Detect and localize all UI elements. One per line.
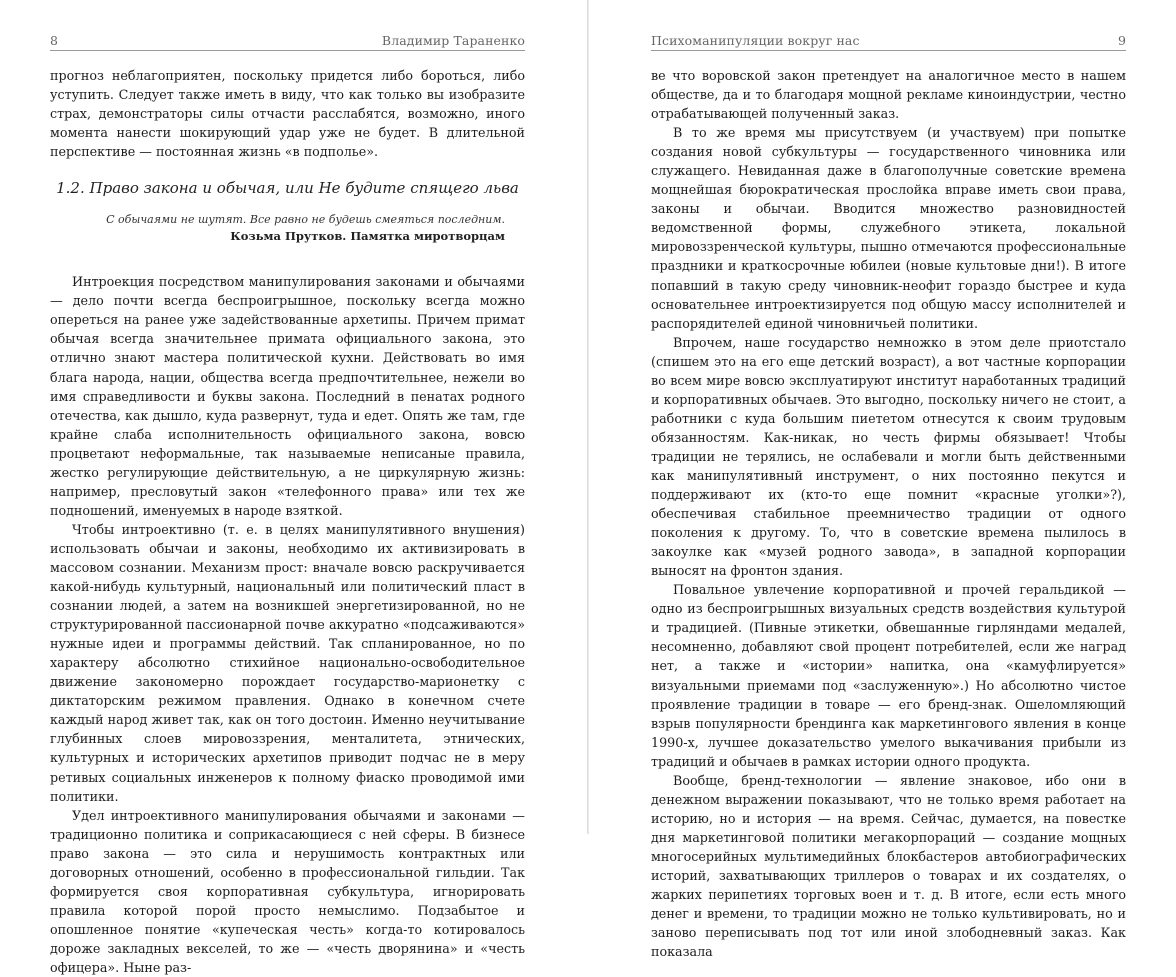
section-heading: 1.2. Право закона и обычая, или Не будите спящего льва [56,179,519,198]
left-running-head [50,28,525,51]
paragraph: В то же время мы присутствуем (и участвуем) при попытке создания новой субкультуры — государственного чиновника или служащего. Невиданная даже в благополучные советские времена мощнейшая бюрократическая прослойка вправе иметь свои права, законы и обычаи. Вводится множество разновидностей ведомственной формы, служебного этикета, локальной мировоззренческой культуры, пышно отмечаются профессиональные праздники и краткосрочные юбилеи (новые культовые дни!). В итоге попавший в такую среду чиновник-неофит гораздо быстрее и куда основательнее интроектизируется под общую массу исполнителей и распорядителей единой чиновничьей политики. [651,125,1126,331]
running-title-right: Психоманипуляции вокруг нас [651,33,860,48]
paragraph-continued: прогноз неблагоприятен, поскольку придется либо бороться, либо уступить. Следует также иметь в виду, что как только вы изобразите страх, демонстраторы силы отчасти расслабятся, возможно, иного момента нанести шокирующий удар уже не будет. В длительной перспективе — постоянная жизнь «в подполье». [50,68,525,160]
right-running-head [651,28,1126,51]
paragraph: Вообще, бренд-технологии — явление знаковое, ибо они в денежном выражении показывают, что не только время работает на историю, но и история — на время. Сейчас, думается, на повестке дня маркетинговой политики мегакорпораций — создание мощных многосерийных мультимедийных блокбастеров автобиографических историй, захватывающих триллеров о товарах и их создателях, о жарких перипетиях торговых воен и т. д. В итоге, если есть много денег и времени, то традиции можно не только культивировать, но и заново переписывать под тот или иной злободневный заказ. Как показала [651,772,1126,960]
left-page [0,0,588,975]
epigraph-author: Козьма Прутков. Памятка миротворцам [230,229,505,244]
paragraph: Повальное увлечение корпоративной и прочей геральдикой — одно из беспроигрышных визуальных средств воздействия культурой и традицией. (Пивные этикетки, обвешанные гирляндами медалей, несомненно, добавляют свой процент потребителей, если же наград нет, а также и «истории» напитка, она «камуфлируется» визуальными приемами под «заслуженную».) Но абсолютно чистое проявление традиции в товаре — его бренд-знак. Ошеломляющий взрыв популярности брендинга как маркетингового явления в конце 1990-х, лучшее доказательство умелого выкачивания прибыли из традиций и обычаев в рамках истории одного продукта. [651,582,1126,769]
page-number-right: 9 [1117,33,1126,48]
paragraph: Интроекция посредством манипулирования законами и обычаями — дело почти всегда беспроигрышное, поскольку всегда можно опереться на ранее уже задействованные архетипы. Причем примат обычая всегда значительнее примата официального закона, это отлично знают мастера политической кухни. Действовать во имя блага народа, нации, общества всегда предпочтительнее, нежели во имя справедливости и буквы закона. Последний в пенатах родного отечества, как дышло, куда развернут, туда и едет. Опять же там, где крайне слаба исполнительность официального закона, вовсю процветают неформальные, так называемые неписаные правила, жестко регулирующие действительную, а не циркулярную жизнь: например, пресловутый закон «телефонного права» или тех же подношений, именуемых в народе взяткой. [50,274,525,518]
paragraph: Удел интроективного манипулирования обычаями и законами — традиционно политика и соприкасающиеся с ней сферы. В бизнесе право закона — это сила и нерушимость контрактных или договорных отношений, особенно в профессиональной гильдии. Так формируется своя корпоративная субкультура, игнорировать правила которой порой просто немыслимо. Подзабытое и опошленное понятие «купеческая честь» когда-то котировалось дороже закладных векселей, то же — «честь дворянина» и «честь офицера». Ныне раз- [50,807,525,975]
epigraph-quote: С обычаями не шутят. Все равно не будешь смеяться последним. [106,213,505,227]
paragraph: Чтобы интроективно (т. е. в целях манипулятивного внушения) использовать обычаи и законы, необходимо их активизировать в массовом сознании. Механизм прост: вначале вовсю раскручивается какой-нибудь культурный, национальный или политический пласт в сознании людей, а затем на возникшей энергетизированной, но не структурированной пассионарной почве аккуратно «подсаживаются» нужные идеи и программы действий. Так спланированное, но по характеру абсолютно стихийное национально-освободительное движение закономерно порождает государство-марионетку с диктаторским режимом правления. Однако в конечном счете каждый народ живет так, как он того достоин. Именно неучитывание глубинных слоев мировоззрения, менталитета, этнических, культурных и исторических архетипов приводит подчас не в меру ретивых социальных инженеров к полному фиаско проводимой ими политики. [50,521,525,804]
paragraph: Впрочем, наше государство немножко в этом деле приотстало (спишем это на его еще детский возраст), а вот частные корпорации во всем мире вовсю эксплуатируют институт наработанных традиций и корпоративных обычаев. Это выгодно, поскольку ничего не стоит, а работники с куда большим пиететом отнесутся к своим трудовым обязанностям. Как-никак, но честь фирмы обязывает! Чтобы традиции не терялись, не ослабевали и могли быть действенными как манипулятивный инструмент, о них постоянно пекутся и поддерживают их (кто-то еще помнит «красные уголки»?), обеспечивая стабильное преемничество традиции от одного поколения к другому. То, что в советские времена пылилось в закоулке как «музей родного завода», в западной корпорации выносят на фронтон здания. [651,334,1126,579]
running-title-left: Владимир Тараненко [381,33,525,48]
right-page [589,0,1176,960]
left-body-text [50,66,525,977]
right-body-text [651,66,1126,961]
paragraph-continued: ве что воровской закон претендует на аналогичное место в нашем обществе, да и то благодаря мощной рекламе киноиндустрии, честно отрабатывающей полученный заказ. [651,68,1126,122]
epigraph [50,212,525,244]
page-number-left: 8 [50,33,59,48]
